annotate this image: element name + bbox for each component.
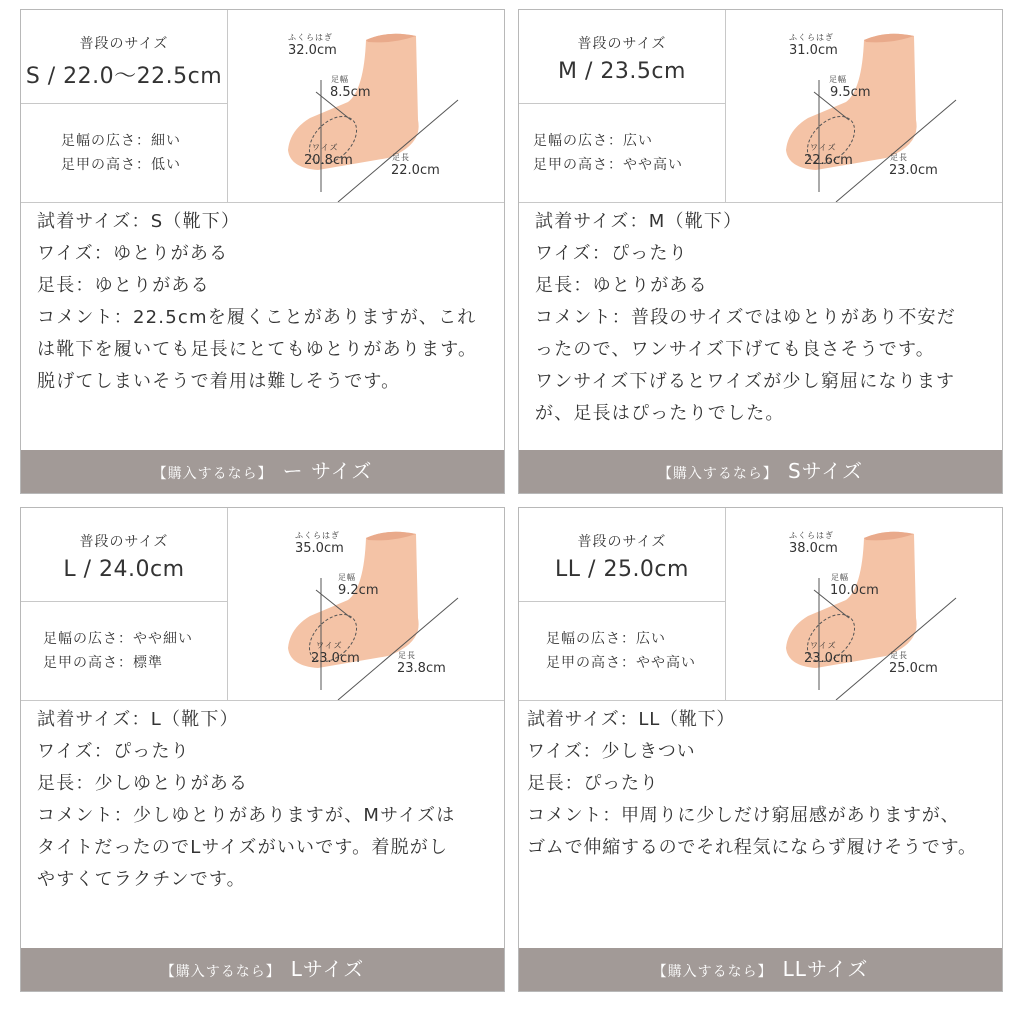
usual-size-value: S / 22.0〜22.5cm (25, 64, 223, 89)
foot-diagram (726, 508, 1002, 700)
buy-recommendation-bar (21, 450, 504, 493)
foot-length-label: 足長 (890, 651, 908, 660)
review-line: ゴムで伸縮するのでそれ程気にならず履けそうです。 (527, 837, 977, 858)
review-line: 試着サイズ：L（靴下） (37, 709, 239, 730)
foot-spec-box (519, 602, 726, 700)
size-card-l (20, 507, 505, 992)
review-line: が、足長はぴったりでした。 (535, 403, 785, 424)
foot-spec-box (519, 104, 726, 202)
review-line: ワイズ：ぴったり (535, 243, 688, 264)
foot-width-value: 8.5cm (330, 85, 371, 100)
review-line: 試着サイズ：S（靴下） (37, 211, 241, 232)
buy-recommendation-bar (21, 948, 504, 991)
foot-length-label: 足長 (392, 153, 410, 162)
foot-illustration (726, 10, 1002, 202)
review-line: コメント：少しゆとりがありますが、Mサイズは (37, 805, 456, 826)
usual-size-value: L / 24.0cm (63, 557, 185, 582)
wise-value: 22.6cm (804, 153, 853, 168)
foot-diagram (228, 10, 504, 202)
wise-label: ワイズ (810, 143, 837, 152)
review-line: やすくてラクチンです。 (37, 869, 246, 890)
foot-width-value: 10.0cm (830, 583, 879, 598)
foot-width-desc: 足幅の広さ：細い (61, 133, 181, 149)
buy-prefix: 【購入するなら】 (652, 964, 773, 980)
review-line: 足長：ゆとりがある (535, 275, 708, 296)
review-text (519, 202, 1002, 430)
instep-height-desc: 足甲の高さ：やや高い (533, 157, 683, 173)
instep-height-desc: 足甲の高さ：低い (61, 157, 181, 173)
review-line: ワイズ：ゆとりがある (37, 243, 229, 264)
usual-size-value: M / 23.5cm (558, 59, 686, 84)
foot-diagram (228, 508, 504, 700)
usual-size-label: 普段のサイズ (79, 534, 169, 550)
review-line: ワンサイズ下げるとワイズが少し窮屈になります (535, 371, 956, 392)
foot-illustration (228, 10, 504, 202)
usual-size-label: 普段のサイズ (577, 36, 667, 52)
wise-value: 23.0cm (311, 651, 360, 666)
foot-length-value: 22.0cm (391, 163, 440, 178)
review-line: ワイズ：少しきつい (527, 741, 696, 762)
buy-size: LLサイズ (782, 957, 869, 981)
review-line: コメント：甲周りに少しだけ窮屈感がありますが、 (527, 805, 960, 826)
buy-size: Sサイズ (787, 459, 864, 483)
review-line: コメント：22.5cmを履くことがありますが、これ (37, 307, 477, 328)
usual-size-box (21, 10, 228, 104)
usual-size-label: 普段のサイズ (79, 36, 169, 52)
review-line: 脱げてしまいそうで着用は難しそうです。 (37, 371, 401, 392)
calf-label: ふくらはぎ (789, 531, 834, 540)
wise-label: ワイズ (316, 641, 343, 650)
foot-width-desc: 足幅の広さ：広い (533, 133, 653, 149)
instep-height-desc: 足甲の高さ：やや高い (546, 655, 696, 671)
review-text (21, 700, 504, 896)
wise-value: 23.0cm (804, 651, 853, 666)
review-line: は靴下を履いても足長にとてもゆとりがあります。 (37, 339, 478, 360)
foot-width-label: 足幅 (829, 75, 847, 84)
card-header (519, 10, 1002, 203)
buy-size: Lサイズ (290, 957, 365, 981)
foot-illustration (228, 508, 504, 700)
review-text (21, 202, 504, 398)
review-line: 足長：少しゆとりがある (37, 773, 249, 794)
foot-length-value: 23.0cm (889, 163, 938, 178)
foot-width-desc: 足幅の広さ：やや細い (43, 631, 193, 647)
buy-prefix: 【購入するなら】 (160, 964, 281, 980)
review-line: コメント：普段のサイズではゆとりがあり不安だ (535, 307, 956, 328)
wise-label: ワイズ (312, 143, 339, 152)
foot-diagram (726, 10, 1002, 202)
foot-spec-box (21, 602, 228, 700)
size-card-ll (518, 507, 1003, 992)
review-line: 足長：ゆとりがある (37, 275, 210, 296)
foot-width-value: 9.2cm (338, 583, 379, 598)
size-card-s (20, 9, 505, 494)
review-line: ワイズ：ぴったり (37, 741, 190, 762)
review-text (519, 700, 1002, 864)
calf-value: 32.0cm (288, 43, 337, 58)
card-header (21, 10, 504, 203)
card-header (21, 508, 504, 701)
buy-prefix: 【購入するなら】 (657, 466, 778, 482)
calf-label: ふくらはぎ (295, 531, 340, 540)
foot-length-value: 25.0cm (889, 661, 938, 676)
wise-value: 20.8cm (304, 153, 353, 168)
foot-length-label: 足長 (398, 651, 416, 660)
usual-size-box (21, 508, 228, 602)
card-header (519, 508, 1002, 701)
review-line: ったので、ワンサイズ下げても良さそうです。 (535, 339, 935, 360)
calf-value: 38.0cm (789, 541, 838, 556)
usual-size-value: LL / 25.0cm (555, 557, 689, 582)
buy-size: ー サイズ (282, 459, 373, 483)
calf-value: 31.0cm (789, 43, 838, 58)
size-card-m (518, 9, 1003, 494)
foot-width-label: 足幅 (831, 573, 849, 582)
foot-width-label: 足幅 (338, 573, 356, 582)
buy-recommendation-bar (519, 948, 1002, 991)
foot-length-label: 足長 (890, 153, 908, 162)
review-line: タイトだったのでLサイズがいいです。着脱がし (37, 837, 449, 858)
review-line: 足長：ぴったり (527, 773, 659, 794)
usual-size-box (519, 508, 726, 602)
calf-value: 35.0cm (295, 541, 344, 556)
usual-size-box (519, 10, 726, 104)
foot-width-value: 9.5cm (830, 85, 871, 100)
calf-label: ふくらはぎ (789, 33, 834, 42)
foot-width-desc: 足幅の広さ：広い (546, 631, 666, 647)
foot-illustration (726, 508, 1002, 700)
foot-spec-box (21, 104, 228, 202)
foot-width-label: 足幅 (331, 75, 349, 84)
review-line: 試着サイズ：M（靴下） (535, 211, 743, 232)
foot-length-value: 23.8cm (397, 661, 446, 676)
buy-prefix: 【購入するなら】 (152, 466, 273, 482)
buy-recommendation-bar (519, 450, 1002, 493)
wise-label: ワイズ (810, 641, 837, 650)
instep-height-desc: 足甲の高さ：標準 (43, 655, 163, 671)
calf-label: ふくらはぎ (288, 33, 333, 42)
review-line: 試着サイズ：LL（靴下） (527, 709, 736, 730)
usual-size-label: 普段のサイズ (577, 534, 667, 550)
